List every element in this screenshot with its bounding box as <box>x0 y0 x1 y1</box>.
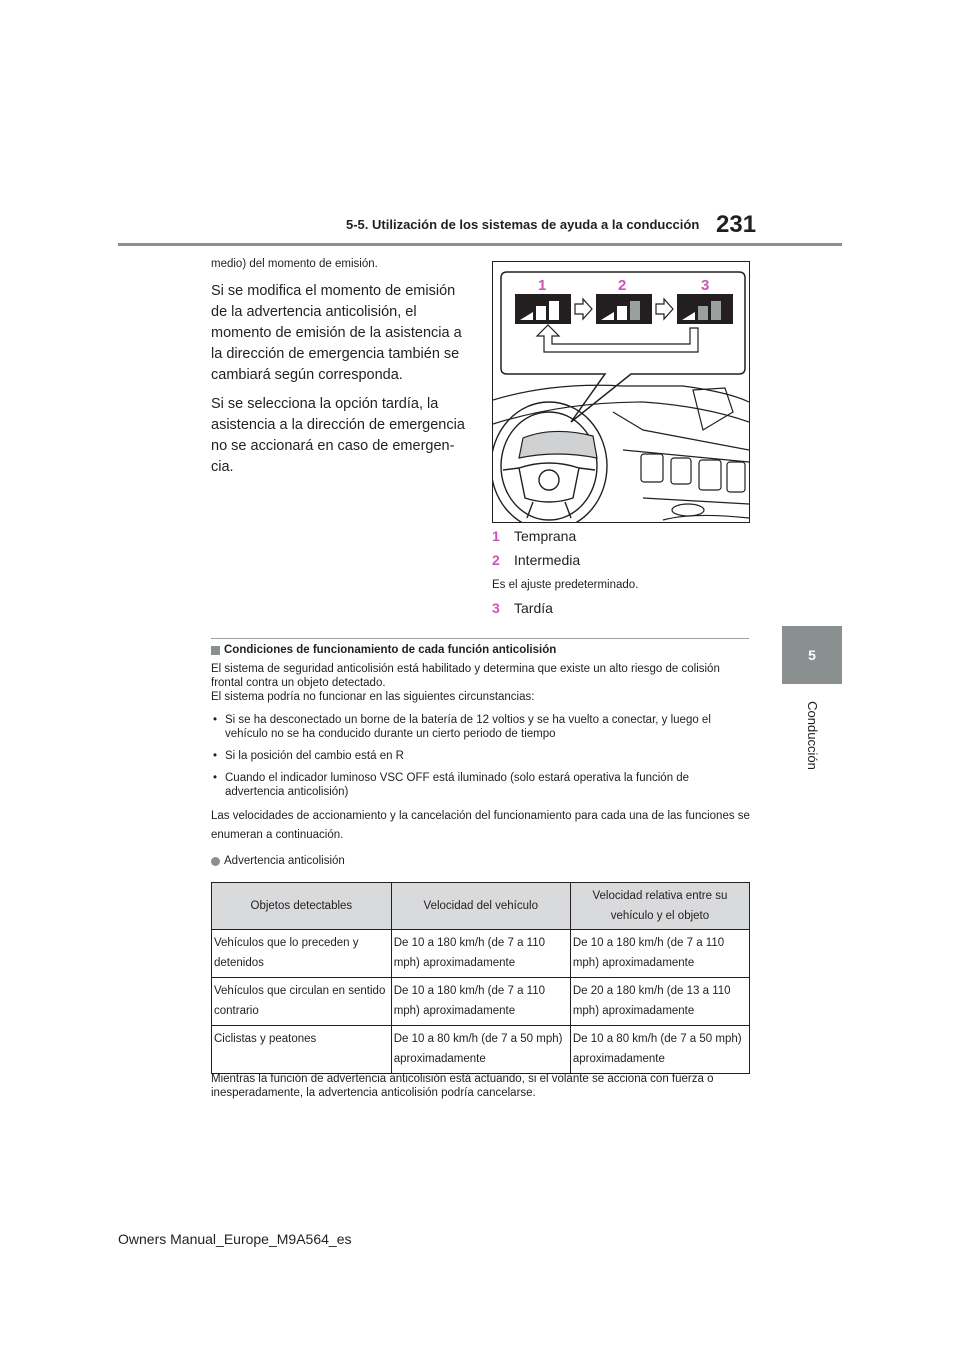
instrument-cluster <box>519 431 597 458</box>
continued-fragment: medio) del momento de emisión. <box>211 258 378 270</box>
section-rule <box>211 638 749 639</box>
bullet-dot: • <box>213 714 218 726</box>
table-cell: De 10 a 180 km/h (de 7 a 110 mph) aproximadamente <box>391 930 570 978</box>
subsection-heading-text: Advertencia anticolisión <box>224 855 345 867</box>
callout-3: 3 <box>701 277 710 294</box>
list-item-text: Si se ha desconectado un borne de la batería de 12 voltios y se ha vuelto a conectar, y luego el vehículo no se ha conducido durante un cierto periodo de tiempo <box>225 714 711 740</box>
legend-num: 3 <box>492 600 500 616</box>
callout-1: 1 <box>538 277 547 294</box>
legend-item-late <box>492 599 750 617</box>
indicator-late <box>677 294 733 324</box>
list-item-text: Si la posición del cambio está en R <box>225 750 404 762</box>
table-cell: Vehículos que lo preceden y detenidos <box>212 930 392 978</box>
bullet-dot: • <box>213 772 218 784</box>
closing-paragraph: Mientras la función de advertencia anticolisión está actuando, si el volante se acciona con fuerza o inesperadamente, la advertencia anticolisión podría cancelarse. <box>211 1073 714 1099</box>
legend-label: Tardía <box>514 600 553 616</box>
table-cell: De 10 a 80 km/h (de 7 a 50 mph) aproximadamente <box>391 1026 570 1074</box>
table-cell: De 10 a 80 km/h (de 7 a 50 mph) aproximadamente <box>570 1026 749 1074</box>
paragraph-late-option: Si se selecciona la opción tardía, la asistencia a la dirección de emergencia no se accionará en caso de emergen-cia. <box>211 396 465 475</box>
circle-bullet-icon <box>211 857 220 866</box>
speed-table <box>211 882 750 1074</box>
table-header-cell: Objetos detectables <box>212 883 392 930</box>
table-cell: De 20 a 180 km/h (de 13 a 110 mph) aproximadamente <box>570 978 749 1026</box>
conditions-section <box>211 643 751 868</box>
conditions-intro: El sistema de seguridad anticolisión está habilitado y determina que existe un alto riesgo de colisión frontal contra un objeto detectado. <box>211 663 720 689</box>
table-row <box>212 978 750 1026</box>
table-row <box>212 1026 750 1074</box>
table-cell: Ciclistas y peatones <box>212 1026 392 1074</box>
list-item-text: Cuando el indicador luminoso VSC OFF está iluminado (solo estará operativa la función de advertencia anticolisión) <box>225 772 690 798</box>
paragraph-timing-change: Si se modifica el momento de emisión de la advertencia anticolisión, el momento de emisión de la asistencia a la dirección de emergencia también se cambiará según corresponda. <box>211 283 462 383</box>
legend-num: 2 <box>492 552 500 568</box>
table-cell: Vehículos que circulan en sentido contrario <box>212 978 392 1026</box>
header-rule <box>118 243 842 246</box>
left-column <box>211 256 469 478</box>
legend-label: Intermedia <box>514 552 581 568</box>
callout-2: 2 <box>618 277 627 294</box>
legend-item-intermediate <box>492 551 750 569</box>
subsection-heading <box>211 854 751 868</box>
table-header-row <box>212 883 750 930</box>
square-bullet-icon <box>211 646 220 655</box>
table-row <box>212 930 750 978</box>
indicator-early <box>515 294 571 324</box>
legend-item-early <box>492 527 750 545</box>
table-cell: De 10 a 180 km/h (de 7 a 110 mph) aproximadamente <box>391 978 570 1026</box>
default-note: Es el ajuste predeterminado. <box>492 579 639 591</box>
list-item <box>211 749 751 763</box>
chapter-tab[interactable]: 5 <box>782 626 842 684</box>
section-title: 5-5. Utilización de los sistemas de ayuda a la conducción <box>346 217 700 232</box>
conditions-heading <box>211 643 751 658</box>
steering-wheel-drawing <box>493 402 607 522</box>
legend-label: Temprana <box>514 528 577 544</box>
conditions-intro-2: El sistema podría no funcionar en las siguientes circunstancias: <box>211 691 535 703</box>
legend-num: 1 <box>492 528 500 544</box>
chapter-label-text: Conducción <box>804 700 820 770</box>
list-item <box>211 713 751 741</box>
chapter-label <box>786 690 838 780</box>
page-number: 231 <box>716 211 757 238</box>
table-header-cell: Velocidad del vehículo <box>391 883 570 930</box>
indicator-intermediate <box>596 294 652 324</box>
bullet-dot: • <box>213 750 218 762</box>
list-item <box>211 771 751 799</box>
speeds-intro: Las velocidades de accionamiento y la cancelación del funcionamiento para cada una de las funciones se enumeran a continuación. <box>211 810 750 841</box>
conditions-list <box>211 713 751 799</box>
table-cell: De 10 a 180 km/h (de 7 a 110 mph) aproximadamente <box>570 930 749 978</box>
timing-setting-illustration <box>492 261 750 523</box>
table-header-cell: Velocidad relativa entre su vehículo y el objeto <box>570 883 749 930</box>
footer-text: Owners Manual_Europe_M9A564_es <box>118 1231 352 1247</box>
conditions-heading-text: Condiciones de funcionamiento de cada función anticolisión <box>224 644 557 656</box>
figure-legend <box>492 527 750 623</box>
